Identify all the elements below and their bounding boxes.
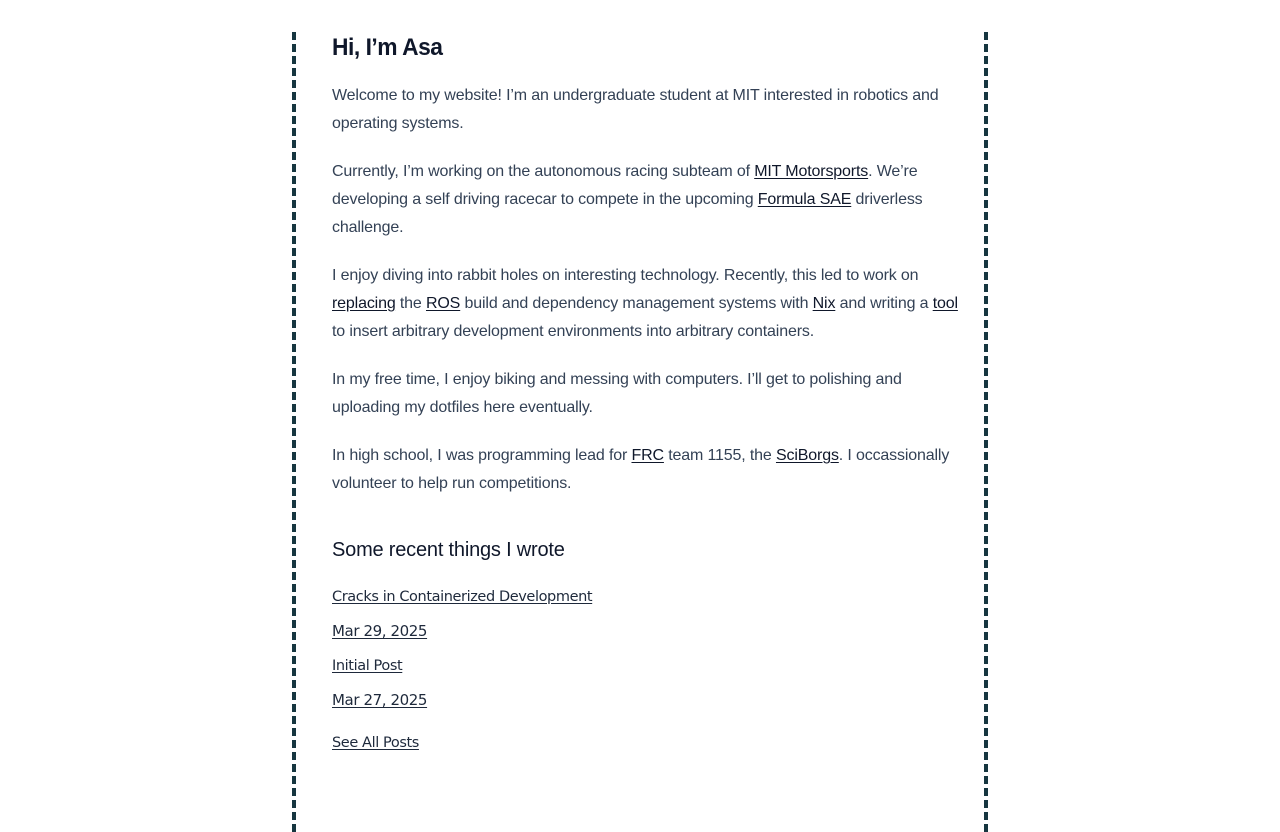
text: Currently, I’m working on the autonomous racing subteam of: [332, 163, 755, 180]
see-all-container: [332, 734, 958, 752]
page-title: Hi, I’m Asa: [332, 34, 443, 61]
text: and writing a: [835, 295, 933, 312]
text: I enjoy diving into rabbit holes on interesting technology. Recently, this led to work on: [332, 267, 919, 284]
post-item: [332, 588, 958, 641]
page-frame: [292, 32, 988, 832]
intro-paragraph: Welcome to my website! I’m an undergraduate student at MIT interested in robotics and operating systems.: [332, 87, 939, 132]
tool-link[interactable]: tool: [932, 295, 958, 312]
post-list: [332, 588, 958, 710]
replacing-link[interactable]: replacing: [332, 295, 396, 312]
text: the: [395, 295, 426, 312]
nix-link[interactable]: Nix: [812, 295, 836, 312]
post-title-link[interactable]: Initial Post: [332, 658, 403, 674]
post-date-link[interactable]: Mar 29, 2025: [332, 622, 428, 640]
post-date-link[interactable]: Mar 27, 2025: [332, 691, 428, 709]
post-item: [332, 657, 958, 710]
text: . I occassionally volunteer to help run competitions.: [332, 447, 950, 492]
formula-sae-link[interactable]: Formula SAE: [757, 191, 852, 208]
text: driverless challenge.: [332, 191, 923, 236]
recent-posts-heading: Some recent things I wrote: [332, 539, 565, 561]
text: . We’re developing a self driving racecar to compete in the upcoming: [332, 163, 918, 208]
text: build and dependency management systems with: [460, 295, 813, 312]
post-title-link[interactable]: Cracks in Containerized Development: [332, 589, 593, 605]
tech-paragraph: [332, 262, 958, 346]
text: team 1155, the: [663, 447, 776, 464]
see-all-posts-link[interactable]: See All Posts: [332, 735, 419, 751]
high-school-paragraph: [332, 442, 958, 498]
text: to insert arbitrary development environments into arbitrary containers.: [332, 323, 815, 340]
work-paragraph: [332, 158, 958, 242]
mit-motorsports-link[interactable]: MIT Motorsports: [754, 163, 869, 180]
sciborgs-link[interactable]: SciBorgs: [775, 447, 839, 464]
free-time-paragraph: In my free time, I enjoy biking and messing with computers. I’ll get to polishing and uploading my dotfiles here eventually.: [332, 371, 902, 416]
ros-link[interactable]: ROS: [425, 295, 461, 312]
text: In high school, I was programming lead for: [332, 447, 632, 464]
frc-link[interactable]: FRC: [631, 447, 664, 464]
main-content: [332, 32, 958, 752]
